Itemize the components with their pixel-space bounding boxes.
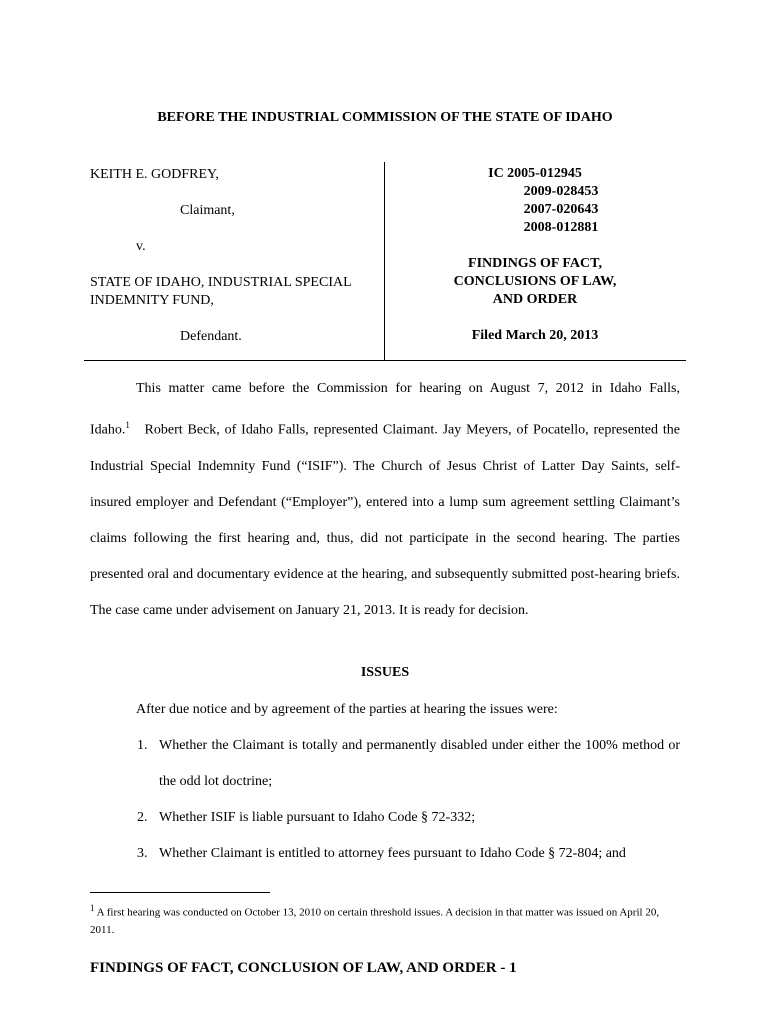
list-item-number: 1. xyxy=(137,738,148,753)
defendant-line-2: INDEMNITY FUND, xyxy=(90,293,214,308)
case-number: IC 2005-012945 xyxy=(488,166,582,181)
intro-text-2: Robert Beck, of Idaho Falls, represented Claimant. Jay Meyers, of Pocatello, represented the Industrial Special Indemnity Fund (“ISIF”). The Church of Jesus Christ of Latter Day Saints, self-insured employer and Defendant (“Employer”), entered into a lump sum agreement settling Claimant’s claims following the first hearing and, thus, did not participate in the second hearing. The parties presented oral and documentary evidence at the hearing, and subsequently submitted post-hearing briefs. The case came under advisement on January 21, 2013. It is ready for decision. xyxy=(90,422,680,618)
court-title: BEFORE THE INDUSTRIAL COMMISSION OF THE STATE OF IDAHO xyxy=(157,110,613,125)
case-number: 2007-020643 xyxy=(523,202,599,217)
case-number: 2009-028453 xyxy=(523,184,599,199)
case-number: 2008-012881 xyxy=(523,220,599,235)
caption-divider-vertical xyxy=(384,162,385,360)
doc-title-line: CONCLUSIONS OF LAW, xyxy=(453,274,617,289)
doc-title-line: AND ORDER xyxy=(492,292,578,307)
footnote-separator xyxy=(90,892,270,893)
claimant-role: Claimant, xyxy=(180,203,235,218)
list-item xyxy=(137,836,680,872)
intro-text-1: This matter came before the Commission for hearing on August 7, 2012 in Idaho Falls, Idaho. xyxy=(90,381,680,438)
versus: v. xyxy=(136,239,146,254)
defendant-role: Defendant. xyxy=(180,329,242,344)
issues-list xyxy=(137,728,680,872)
issues-lead-text: After due notice and by agreement of the parties at hearing the issues were: xyxy=(136,702,558,717)
doc-title-line: FINDINGS OF FACT, xyxy=(468,256,602,271)
issues-lead xyxy=(90,692,680,728)
list-item-text: Whether ISIF is liable pursuant to Idaho Code § 72-332; xyxy=(159,810,476,825)
intro-paragraph xyxy=(90,371,680,629)
caption-divider-horizontal xyxy=(84,360,686,361)
list-item-text: Whether the Claimant is totally and permanently disabled under either the 100% method or the odd lot doctrine; xyxy=(159,738,680,789)
list-item xyxy=(137,800,680,836)
list-item-number: 3. xyxy=(137,846,148,861)
footnote-mark: 1 xyxy=(90,903,95,913)
footnote-reference: 1 xyxy=(125,420,130,430)
list-item-text: Whether Claimant is entitled to attorney fees pursuant to Idaho Code § 72-804; and xyxy=(159,846,626,861)
issues-heading: ISSUES xyxy=(360,665,410,680)
defendant-line-1: STATE OF IDAHO, INDUSTRIAL SPECIAL xyxy=(90,275,352,290)
list-item-number: 2. xyxy=(137,810,148,825)
filed-date: Filed March 20, 2013 xyxy=(471,328,599,343)
claimant-name: KEITH E. GODFREY, xyxy=(90,167,219,182)
footnote xyxy=(90,900,680,939)
footnote-text: A first hearing was conducted on October 13, 2010 on certain threshold issues. A decision in that matter was issued on April 20, 2011. xyxy=(90,906,660,936)
list-item xyxy=(137,728,680,800)
page-footer: FINDINGS OF FACT, CONCLUSION OF LAW, AND ORDER - 1 xyxy=(90,960,517,976)
